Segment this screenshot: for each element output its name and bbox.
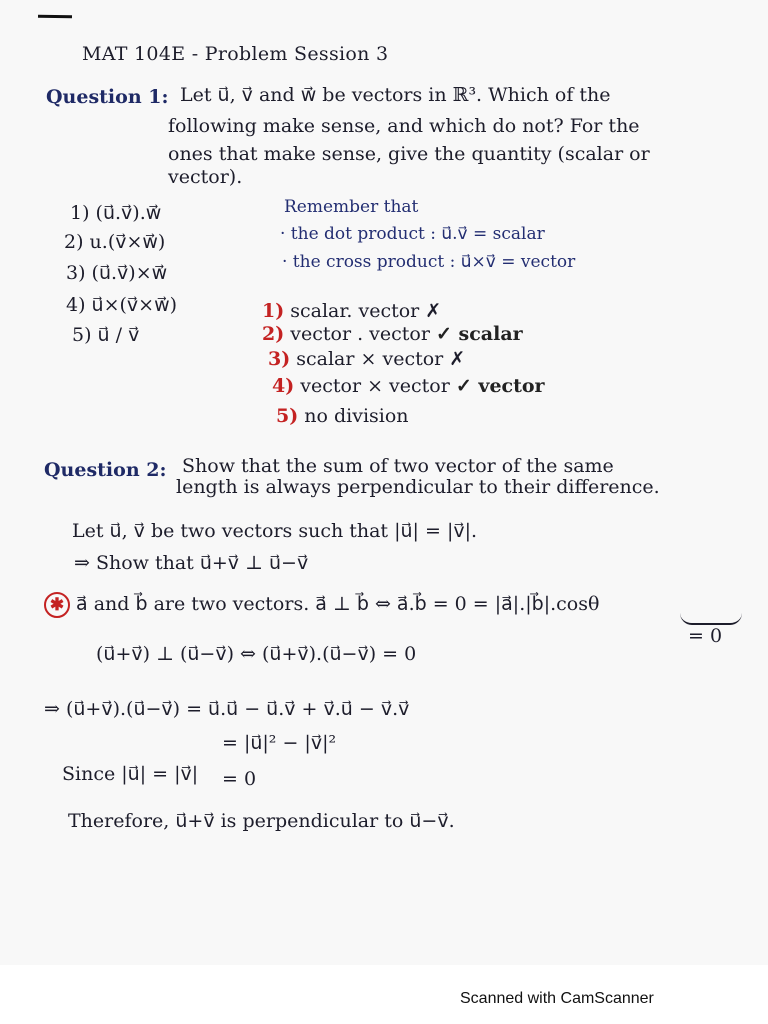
answer-2-text: vector . vector: [290, 323, 430, 345]
answer-3: [268, 350, 465, 369]
q1-item-4: 4) u⃗×(v⃗×w⃗): [66, 294, 178, 316]
question-1-line-2: following make sense, and which do not? For the: [168, 115, 640, 137]
answer-1: [262, 302, 441, 321]
since-line: Since |u⃗| = |v⃗|: [62, 763, 199, 785]
scanner-watermark: Scanned with CamScanner: [460, 990, 654, 1007]
answer-4-number: 4): [272, 375, 295, 397]
answer-2: [262, 325, 523, 344]
star-marker: ✱: [44, 592, 70, 618]
zero-note: = 0: [688, 625, 723, 647]
answer-4-text: vector × vector: [300, 375, 450, 397]
remember-dot-product: · the dot product : u⃗.v⃗ = scalar: [280, 224, 545, 244]
result-line: = 0: [222, 768, 257, 790]
answer-5: [276, 407, 409, 426]
q1-item-3: 3) (u⃗.v⃗)×w⃗: [66, 262, 168, 284]
answer-4-check: ✓ vector: [455, 375, 545, 397]
norms-line: = |u⃗|² − |v⃗|²: [222, 732, 337, 754]
answer-2-number: 2): [262, 323, 285, 345]
fact-text: a⃗ and b⃗ are two vectors. a⃗ ⊥ b⃗ ⇔ a⃗.b⃗ = 0 = |a⃗|.|b⃗|.cosθ: [76, 593, 600, 615]
remember-heading: Remember that: [284, 197, 419, 217]
show-statement: ⇒ Show that u⃗+v⃗ ⊥ u⃗−v⃗: [74, 552, 309, 574]
question-1-line-1: Let u⃗, v⃗ and w⃗ be vectors in ℝ³. Which of the: [180, 84, 611, 106]
answer-4: [272, 377, 545, 396]
answer-1-text: scalar. vector ✗: [290, 300, 442, 322]
answer-5-text: no division: [304, 405, 409, 427]
equivalence-line: (u⃗+v⃗) ⊥ (u⃗−v⃗) ⇔ (u⃗+v⃗).(u⃗−v⃗) = 0: [96, 643, 417, 665]
expansion-line: ⇒ (u⃗+v⃗).(u⃗−v⃗) = u⃗.u⃗ − u⃗.v⃗ + v⃗.u⃗ − v⃗.v⃗: [44, 698, 410, 720]
answer-3-number: 3): [268, 348, 291, 370]
question-1-line-3: ones that make sense, give the quantity (scalar or: [168, 143, 650, 165]
question-2-label: Question 2:: [44, 459, 167, 481]
corner-mark: [38, 15, 72, 19]
question-2-line-2: length is always perpendicular to their difference.: [176, 476, 660, 498]
answer-2-check: ✓ scalar: [435, 323, 523, 345]
underbrace: [680, 613, 742, 625]
q1-item-5: 5) u⃗ / v⃗: [72, 324, 140, 346]
question-2-line-1: Show that the sum of two vector of the same: [182, 455, 614, 477]
let-statement: Let u⃗, v⃗ be two vectors such that |u⃗| = |v⃗|.: [72, 520, 478, 542]
fact-line: [44, 592, 599, 618]
question-1-line-4: vector).: [168, 166, 243, 188]
q1-item-2: 2) u.(v⃗×w⃗): [64, 231, 166, 253]
page-title: MAT 104E - Problem Session 3: [82, 43, 389, 65]
question-1-label: Question 1:: [46, 86, 169, 108]
answer-1-number: 1): [262, 300, 285, 322]
answer-3-text: scalar × vector ✗: [296, 348, 466, 370]
answer-5-number: 5): [276, 405, 299, 427]
q1-item-1: 1) (u⃗.v⃗).w⃗: [70, 202, 162, 224]
remember-cross-product: · the cross product : u⃗×v⃗ = vector: [282, 252, 576, 272]
conclusion-line: Therefore, u⃗+v⃗ is perpendicular to u⃗−v⃗.: [68, 810, 455, 832]
